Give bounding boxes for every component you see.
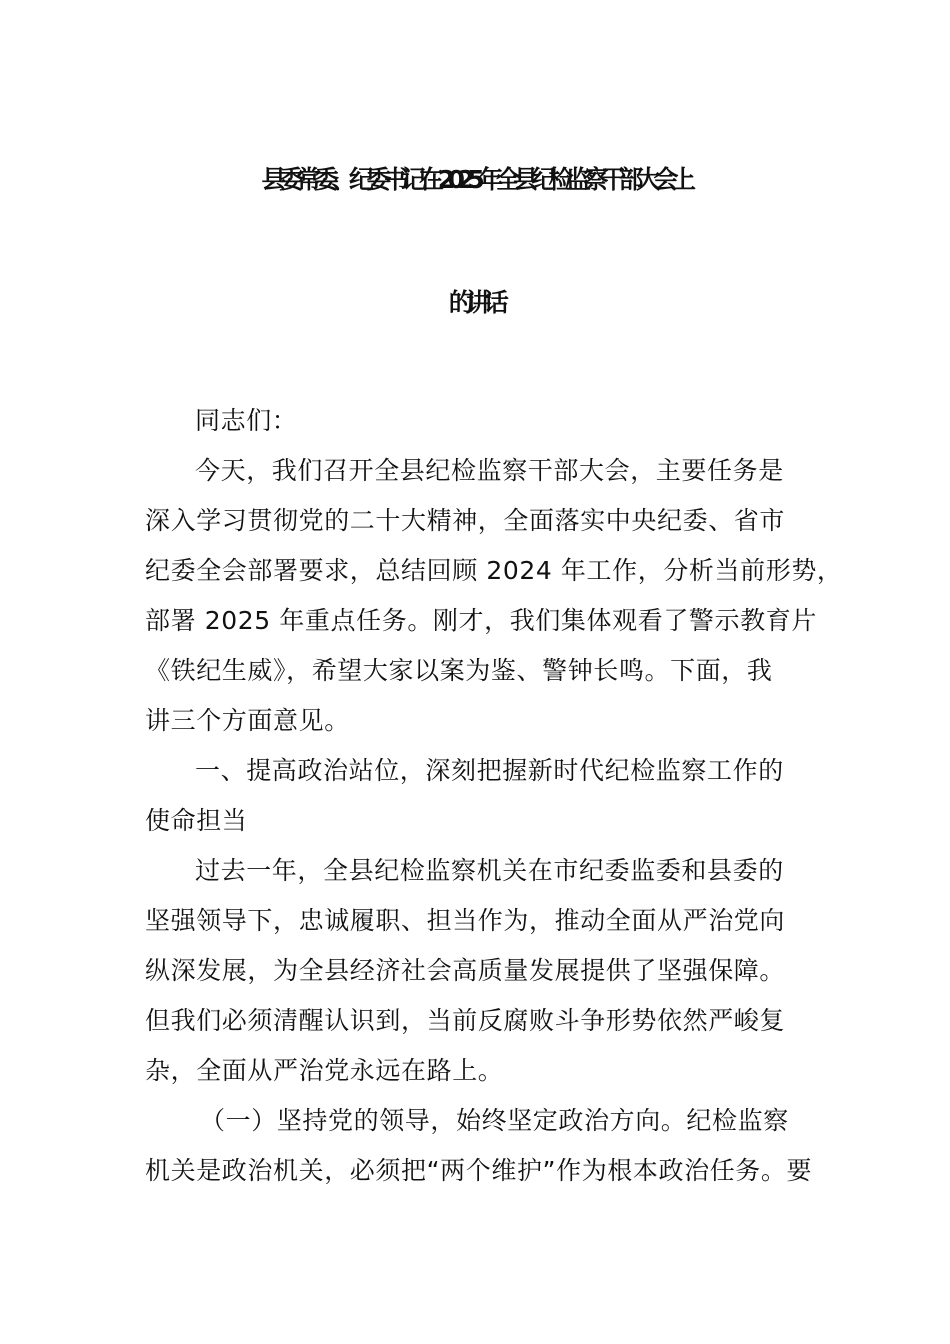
salutation: 同志们： — [195, 406, 298, 435]
body-line: 纵深发展，为全县经济社会高质量发展提供了坚强保障。 — [145, 956, 786, 985]
body-line: 今天，我们召开全县纪检监察干部大会，主要任务是 — [195, 456, 784, 485]
section-heading-line: 使命担当 — [145, 806, 248, 835]
document-title-line-2: 的讲话 — [448, 288, 502, 317]
body-line: 《铁纪生威》，希望大家以案为鉴、警钟长鸣。下面，我 — [145, 656, 773, 685]
body-line: 过去一年，全县纪检监察机关在市纪委监委和县委的 — [195, 856, 784, 885]
body-line: 但我们必须清醒认识到，当前反腐败斗争形势依然严峻复 — [145, 1006, 786, 1035]
body-line: 讲三个方面意见。 — [145, 706, 350, 735]
body-line: 深入学习贯彻党的二十大精神，全面落实中央纪委、省市 — [145, 506, 786, 535]
body-line: 部署 2025 年重点任务。刚才，我们集体观看了警示教育片 — [145, 606, 817, 635]
body-line: 机关是政治机关，必须把“两个维护”作为根本政治任务。要 — [145, 1156, 813, 1185]
document-title-line-1: 县委常委、纪委书记在 2025 年全县纪检监察干部大会上 — [261, 165, 689, 194]
section-heading-line: 一、提高政治站位，深刻把握新时代纪检监察工作的 — [195, 756, 784, 785]
body-line: 杂，全面从严治党永远在路上。 — [145, 1056, 504, 1085]
body-line: 纪委全会部署要求，总结回顾 2024 年工作，分析当前形势， — [145, 556, 843, 585]
subsection-line: （一）坚持党的领导，始终坚定政治方向。纪检监察 — [200, 1106, 789, 1135]
body-line: 坚强领导下，忠诚履职、担当作为，推动全面从严治党向 — [145, 906, 786, 935]
